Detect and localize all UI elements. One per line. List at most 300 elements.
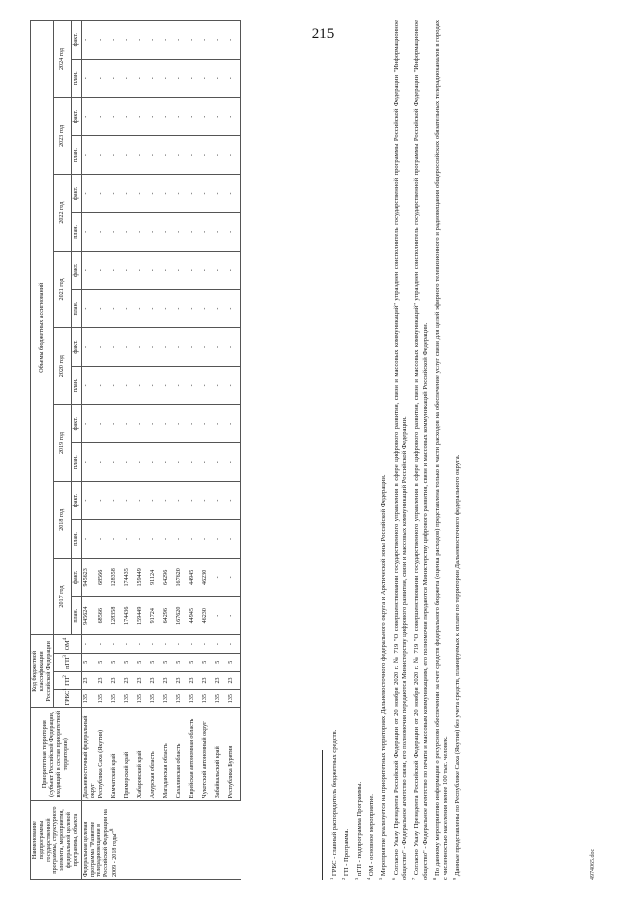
header-year-2021: 2021 год — [54, 251, 71, 328]
empty-value-cell: - — [81, 59, 97, 97]
om-cell: - — [227, 635, 241, 653]
empty-value-cell: - — [81, 213, 97, 251]
empty-value-cell: - — [149, 136, 162, 174]
empty-value-cell: - — [81, 174, 97, 212]
empty-value-cell: - — [162, 289, 175, 327]
empty-value-cell: - — [136, 59, 149, 97]
empty-value-cell: - — [81, 328, 97, 366]
empty-value-cell: - — [110, 405, 123, 443]
fact-2017-cell: 64296 — [162, 558, 175, 596]
empty-value-cell: - — [227, 213, 241, 251]
empty-value-cell: - — [201, 174, 214, 212]
empty-value-cell: - — [81, 481, 97, 519]
empty-value-cell: - — [162, 251, 175, 289]
plan-2017-cell: 167620 — [175, 597, 188, 635]
empty-value-cell: - — [149, 520, 162, 558]
table-row — [214, 21, 227, 880]
om-cell: - — [188, 635, 201, 653]
empty-value-cell: - — [175, 21, 188, 60]
empty-value-cell: - — [162, 59, 175, 97]
page-number: 215 — [311, 26, 335, 42]
plan-2017-cell: 64296 — [162, 597, 175, 635]
om-cell: - — [97, 635, 110, 653]
footnote-separator — [322, 750, 323, 880]
pgp-cell: 5 — [227, 653, 241, 671]
footnote: $^2$ ГП - Программа. — [341, 828, 351, 880]
empty-value-cell: - — [97, 328, 110, 366]
gp-cell: 23 — [149, 671, 162, 689]
empty-value-cell: - — [81, 405, 97, 443]
empty-value-cell: - — [201, 213, 214, 251]
empty-value-cell: - — [110, 136, 123, 174]
empty-value-cell: - — [214, 59, 227, 97]
empty-value-cell: - — [110, 59, 123, 97]
empty-value-cell: - — [188, 481, 201, 519]
empty-value-cell: - — [110, 520, 123, 558]
empty-value-cell: - — [214, 97, 227, 135]
empty-value-cell: - — [201, 59, 214, 97]
header-plan: план. — [71, 289, 81, 327]
gp-cell: 23 — [110, 671, 123, 689]
header-plan: план. — [71, 59, 81, 97]
om-cell: - — [136, 635, 149, 653]
empty-value-cell: - — [214, 328, 227, 366]
grbs-cell: 135 — [175, 690, 188, 708]
grbs-cell: 135 — [162, 690, 175, 708]
gp-cell: 23 — [162, 671, 175, 689]
empty-value-cell: - — [110, 21, 123, 60]
territory-cell: Сахалинская область — [175, 708, 188, 801]
gp-cell: 23 — [175, 671, 188, 689]
om-cell: - — [149, 635, 162, 653]
header-grbs: ГРБС$^1$ — [54, 690, 81, 708]
footnote: $^3$ пГП - подпрограмма Программы. — [353, 781, 363, 880]
empty-value-cell: - — [81, 136, 97, 174]
footnote: $^7$ Согласно Указу Президента Российской Федерации от 20 ноября 2020 г. № 719 "О совершенствовании государственного управления в сфере цифрового развития, связи и массовых коммуникаций" упразднен соисполнитель государственной программы Российской Федерации "Информационное общество" - Федеральное агентство по печати и массовым коммуникациям, его полномочия передаются Министерству цифрового развития, связи и массовых коммуникаций Российской Федерации. — [411, 20, 429, 880]
header-year-2017: 2017 год — [54, 558, 71, 635]
pgp-cell: 5 — [149, 653, 162, 671]
rotated-page — [22, 20, 602, 880]
fact-2017-cell: 945623 — [81, 558, 97, 596]
grbs-cell: 135 — [136, 690, 149, 708]
om-cell: - — [214, 635, 227, 653]
table-row — [162, 21, 175, 880]
header-fact: факт. — [71, 21, 81, 60]
empty-value-cell: - — [175, 136, 188, 174]
header-year-2019: 2019 год — [54, 405, 71, 482]
empty-value-cell: - — [227, 251, 241, 289]
empty-value-cell: - — [162, 328, 175, 366]
grbs-cell: 135 — [188, 690, 201, 708]
table-row — [175, 21, 188, 880]
header-gp: $ГП^2$ — [54, 671, 81, 689]
gp-cell: 23 — [201, 671, 214, 689]
table-row — [227, 21, 241, 880]
empty-value-cell: - — [201, 251, 214, 289]
empty-value-cell: - — [149, 481, 162, 519]
header-plan: план. — [71, 213, 81, 251]
empty-value-cell: - — [214, 520, 227, 558]
om-cell: - — [123, 635, 136, 653]
empty-value-cell: - — [149, 21, 162, 60]
pgp-cell: 5 — [214, 653, 227, 671]
empty-value-cell: - — [227, 520, 241, 558]
empty-value-cell: - — [136, 366, 149, 404]
table-row — [149, 21, 162, 880]
empty-value-cell: - — [123, 251, 136, 289]
grbs-cell: 135 — [201, 690, 214, 708]
empty-value-cell: - — [162, 443, 175, 481]
empty-value-cell: - — [188, 97, 201, 135]
plan-2017-cell: 44945 — [188, 597, 201, 635]
pgp-cell: 5 — [162, 653, 175, 671]
header-fact: факт. — [71, 558, 81, 596]
header-fact: факт. — [71, 97, 81, 135]
empty-value-cell: - — [188, 251, 201, 289]
empty-value-cell: - — [214, 443, 227, 481]
empty-value-cell: - — [123, 405, 136, 443]
fact-2017-cell: 159449 — [136, 558, 149, 596]
empty-value-cell: - — [136, 405, 149, 443]
empty-value-cell: - — [136, 21, 149, 60]
empty-value-cell: - — [201, 405, 214, 443]
header-om: $ОМ^4$ — [54, 635, 81, 653]
grbs-cell: 135 — [81, 690, 97, 708]
empty-value-cell: - — [214, 289, 227, 327]
empty-value-cell: - — [110, 443, 123, 481]
footnote: $^5$ Мероприятие реализуется на приоритетных территориях Дальневосточного федерального округа и Арктической зоны Российской Федерации. — [378, 474, 388, 880]
empty-value-cell: - — [97, 136, 110, 174]
header-plan: план. — [71, 520, 81, 558]
plan-2017-cell: 159449 — [136, 597, 149, 635]
empty-value-cell: - — [214, 251, 227, 289]
empty-value-cell: - — [136, 443, 149, 481]
empty-value-cell: - — [214, 21, 227, 60]
footnote: $^8$ По данному мероприятию информация о ресурсном обеспечении за счет средств федерального бюджета (оценка расходов) представлена только в части расходов на обеспечение услуг связи для целей эфирного телевизионного и радиовещания общероссийских обязательных телерадиоканалов в городах с численностью населения менее 100 тыс. человек. — [431, 20, 450, 880]
empty-value-cell: - — [149, 213, 162, 251]
grbs-cell: 135 — [149, 690, 162, 708]
empty-value-cell: - — [227, 405, 241, 443]
empty-value-cell: - — [162, 481, 175, 519]
grbs-cell: 135 — [214, 690, 227, 708]
empty-value-cell: - — [149, 59, 162, 97]
empty-value-cell: - — [214, 481, 227, 519]
plan-2017-cell: 46230 — [201, 597, 214, 635]
om-cell: - — [175, 635, 188, 653]
empty-value-cell: - — [162, 405, 175, 443]
empty-value-cell: - — [214, 136, 227, 174]
territory-cell: Чукотский автономный округ — [201, 708, 214, 801]
om-cell: - — [162, 635, 175, 653]
empty-value-cell: - — [81, 21, 97, 60]
empty-value-cell: - — [123, 520, 136, 558]
empty-value-cell: - — [136, 520, 149, 558]
empty-value-cell: - — [123, 21, 136, 60]
empty-value-cell: - — [227, 366, 241, 404]
fact-2017-cell: 174435 — [123, 558, 136, 596]
territory-cell: Приморский край — [123, 708, 136, 801]
empty-value-cell: - — [123, 59, 136, 97]
empty-value-cell: - — [188, 405, 201, 443]
empty-value-cell: - — [97, 213, 110, 251]
empty-value-cell: - — [149, 405, 162, 443]
empty-value-cell: - — [227, 443, 241, 481]
empty-value-cell: - — [123, 136, 136, 174]
territory-cell: Камчатский край — [110, 708, 123, 801]
empty-value-cell: - — [123, 97, 136, 135]
header-plan: план. — [71, 366, 81, 404]
empty-value-cell: - — [175, 520, 188, 558]
empty-value-cell: - — [81, 366, 97, 404]
empty-value-cell: - — [97, 174, 110, 212]
table-body — [81, 21, 241, 880]
plan-2017-cell: 128358 — [110, 597, 123, 635]
empty-value-cell: - — [175, 366, 188, 404]
header-year-2023: 2023 год — [54, 97, 71, 174]
empty-value-cell: - — [97, 289, 110, 327]
header-territory: Приоритетная территория (субъект Российской Федерации, входящий в состав приоритетной территории) — [31, 708, 82, 801]
header-fact: факт. — [71, 405, 81, 443]
grbs-cell: 135 — [97, 690, 110, 708]
empty-value-cell: - — [81, 97, 97, 135]
plan-2017-cell: - — [227, 597, 241, 635]
empty-value-cell: - — [110, 251, 123, 289]
table-row — [188, 21, 201, 880]
header-allocations: Объемы бюджетных ассигнований — [31, 21, 54, 635]
empty-value-cell: - — [227, 481, 241, 519]
empty-value-cell: - — [110, 289, 123, 327]
header-year-2020: 2020 год — [54, 328, 71, 405]
program-name: Федеральная целевая программа "Развитие телерадиовещания в Российской Федерации на 2009 - 2018 годы"$^8$ — [81, 801, 241, 880]
gp-cell: 23 — [136, 671, 149, 689]
empty-value-cell: - — [162, 174, 175, 212]
table-row — [81, 21, 97, 880]
empty-value-cell: - — [188, 59, 201, 97]
empty-value-cell: - — [136, 174, 149, 212]
header-plan: план. — [71, 136, 81, 174]
empty-value-cell: - — [201, 328, 214, 366]
empty-value-cell: - — [227, 328, 241, 366]
header-plan: план. — [71, 597, 81, 635]
empty-value-cell: - — [81, 520, 97, 558]
empty-value-cell: - — [175, 405, 188, 443]
empty-value-cell: - — [175, 97, 188, 135]
empty-value-cell: - — [227, 97, 241, 135]
gp-cell: 23 — [214, 671, 227, 689]
header-pgp: пГП$^3$ — [54, 653, 81, 671]
territory-cell: Магаданская область — [162, 708, 175, 801]
empty-value-cell: - — [175, 174, 188, 212]
pgp-cell: 5 — [81, 653, 97, 671]
om-cell: - — [110, 635, 123, 653]
plan-2017-cell: 174436 — [123, 597, 136, 635]
table-row — [123, 21, 136, 880]
empty-value-cell: - — [110, 481, 123, 519]
empty-value-cell: - — [214, 405, 227, 443]
empty-value-cell: - — [175, 328, 188, 366]
fact-2017-cell: - — [214, 558, 227, 596]
empty-value-cell: - — [123, 289, 136, 327]
pgp-cell: 5 — [188, 653, 201, 671]
empty-value-cell: - — [201, 97, 214, 135]
header-name: Наименование подпрограммы государственной программы, структурного элемента, мероприятия, федеральной целевой программы, объекта — [31, 801, 82, 880]
fact-2017-cell: 91124 — [149, 558, 162, 596]
empty-value-cell: - — [81, 443, 97, 481]
empty-value-cell: - — [214, 174, 227, 212]
empty-value-cell: - — [188, 366, 201, 404]
empty-value-cell: - — [162, 213, 175, 251]
empty-value-cell: - — [136, 136, 149, 174]
table-row — [136, 21, 149, 880]
plan-2017-cell: - — [214, 597, 227, 635]
territory-cell: Дальневосточный федеральный округ — [81, 708, 97, 801]
empty-value-cell: - — [97, 481, 110, 519]
empty-value-cell: - — [81, 251, 97, 289]
grbs-cell: 135 — [110, 690, 123, 708]
table-row — [110, 21, 123, 880]
empty-value-cell: - — [188, 520, 201, 558]
empty-value-cell: - — [201, 136, 214, 174]
header-year-2022: 2022 год — [54, 174, 71, 251]
empty-value-cell: - — [175, 481, 188, 519]
header-kbk: Код бюджетной классификации Российской Федерации — [31, 635, 54, 708]
footnote: $^9$ Данные представлены по Республике Саха (Якутия) без учета средств, планируемых к оплате по территории Дальневосточного федерального округа. — [452, 454, 462, 880]
gp-cell: 23 — [81, 671, 97, 689]
territory-cell: Забайкальский край — [214, 708, 227, 801]
header-plan: план. — [71, 443, 81, 481]
empty-value-cell: - — [97, 366, 110, 404]
empty-value-cell: - — [188, 21, 201, 60]
plan-2017-cell: 945624 — [81, 597, 97, 635]
header-fact: факт. — [71, 251, 81, 289]
territory-cell: Республика Саха (Якутия) — [97, 708, 110, 801]
empty-value-cell: - — [136, 213, 149, 251]
pgp-cell: 5 — [136, 653, 149, 671]
footnote: $^1$ ГРБС - главный распорядитель бюджетных средств. — [329, 729, 339, 880]
gp-cell: 23 — [123, 671, 136, 689]
pgp-cell: 5 — [123, 653, 136, 671]
empty-value-cell: - — [123, 366, 136, 404]
empty-value-cell: - — [201, 481, 214, 519]
empty-value-cell: - — [110, 328, 123, 366]
empty-value-cell: - — [110, 366, 123, 404]
empty-value-cell: - — [110, 213, 123, 251]
empty-value-cell: - — [162, 520, 175, 558]
territory-cell: Республика Бурятия — [227, 708, 241, 801]
plan-2017-cell: 68566 — [97, 597, 110, 635]
empty-value-cell: - — [201, 443, 214, 481]
territory-cell: Хабаровский край — [136, 708, 149, 801]
header-fact: факт. — [71, 481, 81, 519]
footnote: $^6$ Согласно Указу Президента Российской Федерации от 20 ноября 2020 г. № 719 "О совершенствовании государственного управления в сфере цифрового развития, связи и массовых коммуникаций" упразднен соисполнитель государственной программы Российской Федерации "Информационное общество" - Федеральное агентство связи, его полномочия передаются Министерству цифрового развития, связи и массовых коммуникаций Российской Федерации. — [390, 20, 409, 880]
empty-value-cell: - — [97, 59, 110, 97]
empty-value-cell: - — [188, 174, 201, 212]
empty-value-cell: - — [175, 443, 188, 481]
empty-value-cell: - — [175, 213, 188, 251]
empty-value-cell: - — [201, 289, 214, 327]
empty-value-cell: - — [149, 289, 162, 327]
fact-2017-cell: - — [227, 558, 241, 596]
territory-cell: Амурская область — [149, 708, 162, 801]
empty-value-cell: - — [97, 21, 110, 60]
om-cell: - — [81, 635, 97, 653]
empty-value-cell: - — [123, 213, 136, 251]
empty-value-cell: - — [227, 136, 241, 174]
empty-value-cell: - — [188, 213, 201, 251]
empty-value-cell: - — [214, 366, 227, 404]
empty-value-cell: - — [188, 289, 201, 327]
empty-value-cell: - — [110, 97, 123, 135]
empty-value-cell: - — [136, 289, 149, 327]
empty-value-cell: - — [175, 251, 188, 289]
empty-value-cell: - — [227, 21, 241, 60]
empty-value-cell: - — [227, 289, 241, 327]
empty-value-cell: - — [201, 520, 214, 558]
territory-cell: Еврейская автономная область — [188, 708, 201, 801]
empty-value-cell: - — [136, 251, 149, 289]
gp-cell: 23 — [97, 671, 110, 689]
pgp-cell: 5 — [110, 653, 123, 671]
pgp-cell: 5 — [201, 653, 214, 671]
fact-2017-cell: 128358 — [110, 558, 123, 596]
empty-value-cell: - — [149, 97, 162, 135]
empty-value-cell: - — [136, 328, 149, 366]
empty-value-cell: - — [227, 59, 241, 97]
empty-value-cell: - — [175, 289, 188, 327]
empty-value-cell: - — [110, 174, 123, 212]
fact-2017-cell: 68566 — [97, 558, 110, 596]
empty-value-cell: - — [188, 328, 201, 366]
empty-value-cell: - — [97, 520, 110, 558]
footnotes — [322, 20, 465, 880]
empty-value-cell: - — [123, 174, 136, 212]
gp-cell: 23 — [227, 671, 241, 689]
gp-cell: 23 — [188, 671, 201, 689]
empty-value-cell: - — [149, 366, 162, 404]
footnote: $^4$ ОМ - основное мероприятие. — [366, 794, 376, 880]
empty-value-cell: - — [97, 251, 110, 289]
empty-value-cell: - — [162, 366, 175, 404]
table-row — [97, 21, 110, 880]
empty-value-cell: - — [162, 97, 175, 135]
empty-value-cell: - — [97, 405, 110, 443]
grbs-cell: 135 — [123, 690, 136, 708]
empty-value-cell: - — [162, 21, 175, 60]
empty-value-cell: - — [149, 328, 162, 366]
empty-value-cell: - — [97, 97, 110, 135]
table-row — [201, 21, 214, 880]
pgp-cell: 5 — [97, 653, 110, 671]
fact-2017-cell: 44945 — [188, 558, 201, 596]
document-id: 4974065.doc — [590, 848, 596, 880]
empty-value-cell: - — [97, 443, 110, 481]
empty-value-cell: - — [201, 21, 214, 60]
empty-value-cell: - — [123, 328, 136, 366]
empty-value-cell: - — [81, 289, 97, 327]
empty-value-cell: - — [188, 136, 201, 174]
empty-value-cell: - — [201, 366, 214, 404]
empty-value-cell: - — [149, 251, 162, 289]
header-year-2018: 2018 год — [54, 481, 71, 558]
header-fact: факт. — [71, 174, 81, 212]
empty-value-cell: - — [162, 136, 175, 174]
fact-2017-cell: 167620 — [175, 558, 188, 596]
empty-value-cell: - — [149, 443, 162, 481]
fact-2017-cell: 46230 — [201, 558, 214, 596]
grbs-cell: 135 — [227, 690, 241, 708]
empty-value-cell: - — [188, 443, 201, 481]
om-cell: - — [201, 635, 214, 653]
